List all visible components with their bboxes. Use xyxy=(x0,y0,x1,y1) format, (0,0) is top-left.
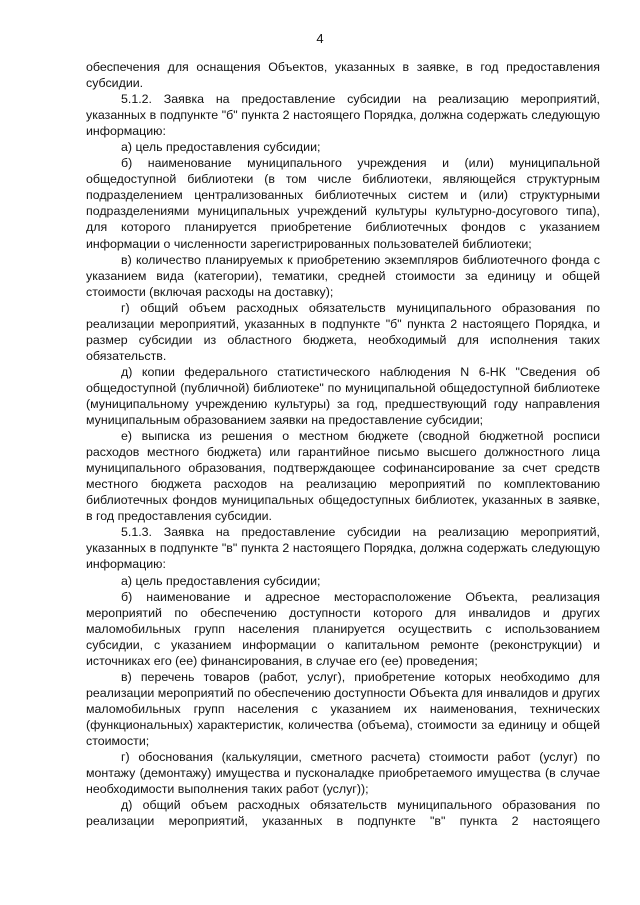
paragraph: б) наименование и адресное месторасположение Объекта, реализация мероприятий по обеспечению доступности которого для инвалидов и других маломобильных групп населения планируется осуществить с использованием субсидии, с указанием информации о капитальном ремонте (реконструкции) и источниках его (ее) финансирования, в случае его (ее) проведения; xyxy=(86,589,600,668)
paragraph: 5.1.2. Заявка на предоставление субсидии на реализацию мероприятий, указанных в подпункте "б" пункта 2 настоящего Порядка, должна содержать следующую информацию: xyxy=(86,92,600,139)
paragraph: обеспечения для оснащения Объектов, указанных в заявке, в год предоставления субсидии. xyxy=(86,60,600,91)
paragraph: в) количество планируемых к приобретению экземпляров библиотечного фонда с указанием вида (категории), тематики, средней стоимости за единицу и общей стоимости (включая расходы на доставку); xyxy=(86,252,600,299)
paragraph: г) общий объем расходных обязательств муниципального образования по реализации мероприятий, указанных в подпункте "б" пункта 2 настоящего Порядка, и размер субсидии из областного бюджета, необходимый для исполнения таких обязательств. xyxy=(86,300,600,363)
paragraph: б) наименование муниципального учреждения и (или) муниципальной общедоступной библиотеки (в том числе библиотеки, являющейся структурным подразделением централизованных библиотечных систем и (или) структурными подразделениями муниципальных учреждений культуры культурно-досугового типа), для которого планируется приобретение библиотечных фондов с указанием информации о численности зарегистрированных пользователей библиотеки; xyxy=(86,156,600,251)
paragraph: в) перечень товаров (работ, услуг), приобретение которых необходимо для реализации мероприятий по обеспечению доступности Объекта для инвалидов и других маломобильных групп населения с указанием их наименования, технических (функциональных) характеристик, количества (объема), стоимости за единицу и общей стоимости; xyxy=(86,669,600,748)
page-number: 4 xyxy=(316,31,324,46)
paragraph: д) общий объем расходных обязательств муниципального образования по реализации мероприятий, указанных в подпункте "в" пункта 2 настоящего xyxy=(86,798,600,829)
paragraph: г) обоснования (калькуляции, сметного расчета) стоимости работ (услуг) по монтажу (демонтажу) имущества и пусконаладке приобретаемого имущества (в случае необходимости выполнения таких работ (услуг)); xyxy=(86,750,600,797)
paragraph: а) цель предоставления субсидии; xyxy=(121,573,321,588)
paragraph: а) цель предоставления субсидии; xyxy=(121,140,321,155)
paragraph: 5.1.3. Заявка на предоставление субсидии на реализацию мероприятий, указанных в подпункте "в" пункта 2 настоящего Порядка, должна содержать следующую информацию: xyxy=(86,525,600,572)
paragraph: д) копии федерального статистического наблюдения N 6-НК "Сведения об общедоступной (публичной) библиотеке" по муниципальной общедоступной библиотеке (муниципальному учреждению культуры) за год, предшествующий году направления муниципальным образованием заявки на предоставление субсидии; xyxy=(86,364,600,428)
paragraph: е) выписка из решения о местном бюджете (сводной бюджетной росписи расходов местного бюджета) или гарантийное письмо высшего должностного лица муниципального образования, подтверждающее софинансирование за счет средств местного бюджета расходов на реализацию мероприятий по комплектованию библиотечных фондов муниципальных общедоступных библиотек, указанных в заявке, в год предоставления субсидии. xyxy=(86,429,600,524)
document-body xyxy=(86,59,600,829)
